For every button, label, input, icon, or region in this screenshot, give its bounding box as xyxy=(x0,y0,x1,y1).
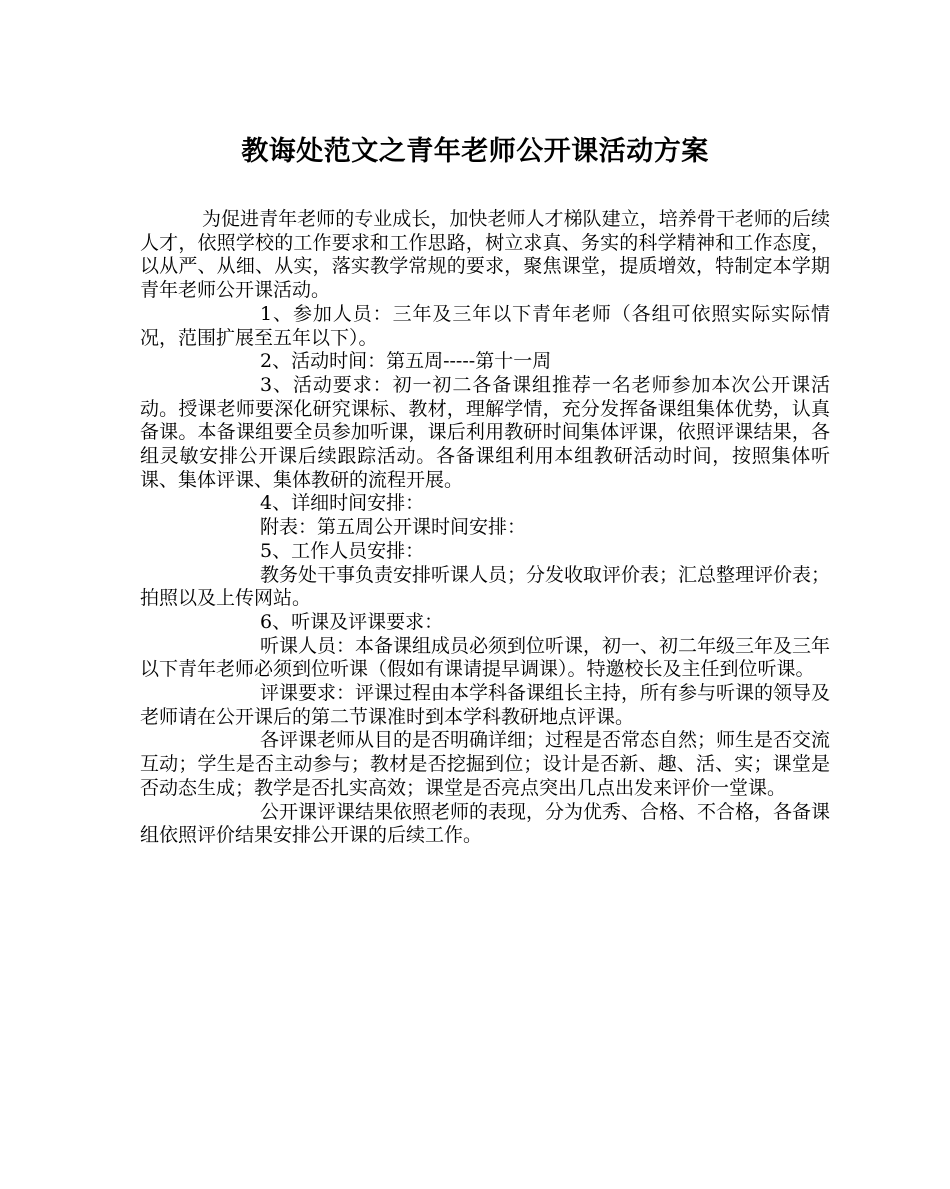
document-body xyxy=(140,208,830,848)
evaluation-criteria-paragraph: 各评课老师从目的是否明确详细；过程是否常态自然；师生是否交流互动；学生是否主动参与；教材是否挖掘到位；设计是否新、趣、活、实；课堂是否动态生成；教学是否扎实高效；课堂是否亮点突出几点出发来评价一堂课。 xyxy=(140,729,831,799)
schedule-heading: 4、详细时间安排： xyxy=(260,492,425,515)
activity-time-paragraph: 2、活动时间：第五周-----第十一周 xyxy=(260,350,552,373)
document-title: 教诲处范文之青年老师公开课活动方案 xyxy=(241,136,709,167)
intro-paragraph: 为促进青年老师的专业成长，加快老师人才梯队建立，培养骨干老师的后续人才，依照学校的工作要求和工作思路，树立求真、务实的科学精神和工作态度，以从严、从细、从实，落实教学常规的要求，聚焦课堂，提质增效，特制定本学期青年老师公开课活动。 xyxy=(140,208,830,302)
evaluation-requirements-paragraph: 评课要求：评课过程由本学科备课组长主持，所有参与听课的领导及老师请在公开课后的第二节课准时到本学科教研地点评课。 xyxy=(140,682,831,728)
staff-heading: 5、工作人员安排： xyxy=(260,539,425,562)
activity-requirements-paragraph: 3、活动要求：初一初二各备课组推荐一名老师参加本次公开课活动。授课老师要深化研究课标、教材，理解学情，充分发挥备课组集体优势，认真备课。本备课组要全员参加听课，课后利用教研时间集体评课，依照评课结果，各组灵敏安排公开课后续跟踪活动。各备课组利用本组教研活动时间，按照集体听课、集体评课、集体教研的流程开展。 xyxy=(140,373,830,491)
schedule-appendix-line: 附表：第五周公开课时间安排： xyxy=(260,516,527,539)
staff-paragraph: 教务处干事负责安排听课人员；分发收取评价表；汇总整理评价表；拍照以及上传网站。 xyxy=(140,563,831,610)
evaluation-results-paragraph: 公开课评课结果依照老师的表现，分为优秀、合格、不合格，各备课组依照评价结果安排公开课的后续工作。 xyxy=(140,800,831,847)
listeners-paragraph: 听课人员：本备课组成员必须到位听课，初一、初二年级三年及三年以下青年老师必须到位听课（假如有课请提早调课）。特邀校长及主任到位听课。 xyxy=(140,634,831,681)
evaluation-heading: 6、听课及评课要求： xyxy=(260,610,444,633)
participants-paragraph: 1、参加人员：三年及三年以下青年老师（各组可依照实际实际情况，范围扩展至五年以下）。 xyxy=(140,302,830,349)
